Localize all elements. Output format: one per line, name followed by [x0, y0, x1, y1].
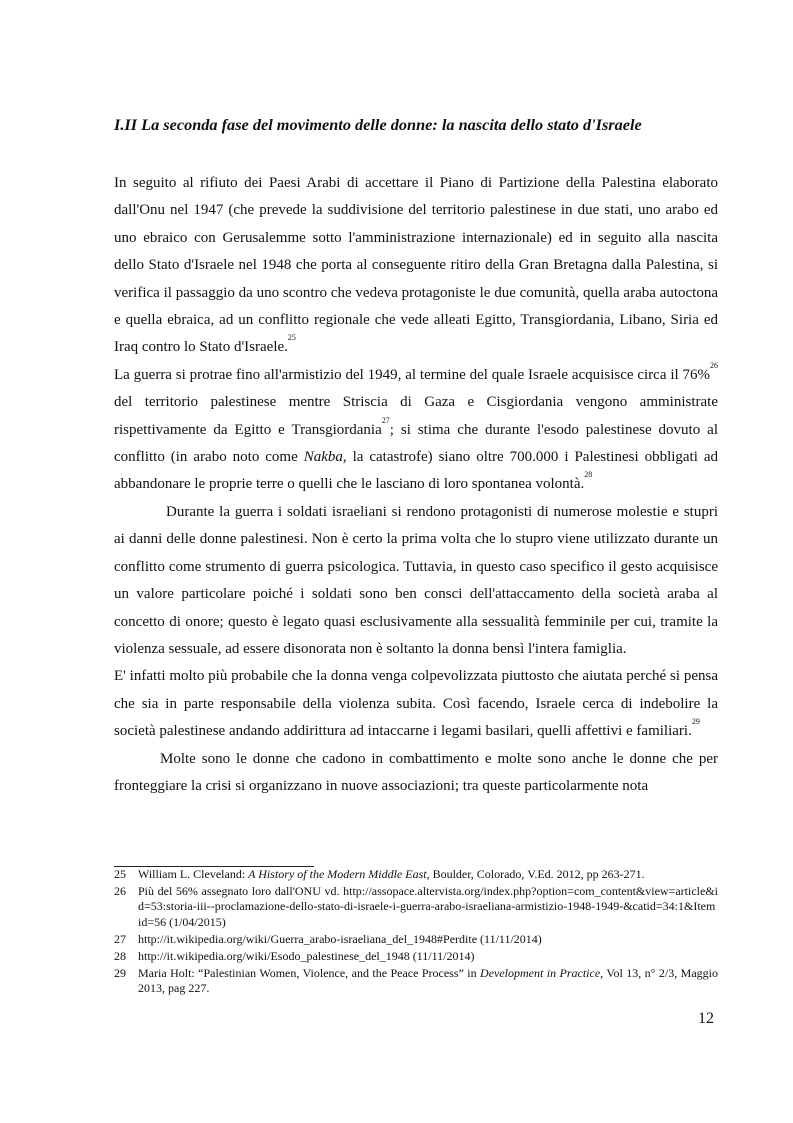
body-text — [114, 170, 718, 800]
footnote-28: 28 http://it.wikipedia.org/wiki/Esodo_palestinese_del_1948 (11/11/2014) — [114, 949, 718, 964]
footnote-26: 26 Più del 56% assegnato loro dall'ONU vd. http://assopace.altervista.org/index.php?option=com_content&view=article&id=53:storia-iii--proclamazione-dello-stato-di-israele-i-guerra-arabo-israeliana-armistizio-1948-1949-&catid=34:1&Itemid=56 (1/04/2015) — [114, 884, 718, 929]
paragraph-5: Molte sono le donne che cadono in combattimento e molte sono anche le donne che per fronteggiare la crisi si organizzano in nuove associazioni; tra queste particolarmente nota — [114, 750, 718, 794]
italic-term: Nakba — [303, 449, 343, 466]
footnote-link[interactable]: http://it.wikipedia.org/wiki/Esodo_palestinese_del_1948 (11/11/2014) — [138, 949, 475, 964]
footnote-link[interactable]: http://it.wikipedia.org/wiki/Guerra_arabo-israeliana_del_1948#Perdite (11/11/2014) — [138, 931, 542, 946]
footnote-link[interactable]: Più del 56% assegnato loro dall'ONU vd. http://assopace.altervista.org/index.php?option=com_content&view=article&id=53:storia-iii--proclamazione-dello-stato-di-israele-i-guerra-arabo-israeliana-armistizio-1948-1949-&catid=34:1&Itemid=56 (1/04/2015) — [138, 884, 718, 929]
footnote-27: 27 http://it.wikipedia.org/wiki/Guerra_arabo-israeliana_del_1948#Perdite (11/11/2014) — [114, 932, 718, 947]
section-heading: I.II La seconda fase del movimento delle donne: la nascita dello stato d'Israele — [114, 115, 642, 134]
paragraph-3: Durante la guerra i soldati israeliani si rendono protagonisti di numerose molestie e stupri ai danni delle donne palestinesi. Non è certo la prima volta che lo stupro viene utilizzato durante un conflitto come strumento di guerra psicologica. Tuttavia, in questo caso specifico il gesto acquisisce un valore particolare poiché i soldati sono ben consci dell'attaccamento della società araba al concetto di onore; questo è legato quasi esclusivamente alla sessualità femminile per cui, tramite la violenza sessuale, ad essere disonorata non è soltanto la donna bensì l'intera famiglia. — [114, 503, 718, 657]
footnote-ref-25[interactable]: 25 — [287, 333, 296, 343]
footnote-25: 25 William L. Cleveland: A History of the Modern Middle East, Boulder, Colorado, V.Ed. 2012, pp 263-271. — [114, 867, 645, 881]
paragraph-2: La guerra si protrae fino all'armistizio del 1949, al termine del quale Israele acquisisce circa il 76%$^{26}$ del territorio palestinese mentre Striscia di Gaza e Cisgiordania vengono amministrate rispettivamente da Egitto e Transgiordania$^{27}$; si stima che durante l'esodo palestinese dovuto al conflitto (in arabo noto come Nakba, la catastrofe) siano oltre 700.000 i Palestinesi obbligati ad abbandonare le proprie terre o quelli che le lasciano di loro spontanea volontà.$^{28}$ — [114, 360, 719, 493]
footnote-ref-29[interactable]: 29 — [691, 717, 700, 727]
footnote-ref-28[interactable]: 28 — [584, 470, 593, 480]
page-number: 12 — [698, 1010, 714, 1027]
footnote-ref-26[interactable]: 26 — [710, 360, 718, 370]
paragraph-4: E' infatti molto più probabile che la donna venga colpevolizzata piuttosto che aiutata perché si pensa che sia in parte responsabile della violenza subita. Così facendo, Israele cerca di indebolire la società palestinese andando addirittura ad intaccarne i legami basilari, quelli affettivi e familiari.$^{29}$ — [114, 668, 718, 740]
footnote-29: 29 Maria Holt: “Palestinian Women, Violence, and the Peace Process” in Development in Practice, Vol 13, n° 2/3, Maggio 2013, pag 227. — [114, 966, 718, 996]
footnote-ref-27[interactable]: 27 — [381, 415, 390, 425]
footnotes — [114, 867, 718, 999]
paragraph-1: In seguito al rifiuto dei Paesi Arabi di accettare il Piano di Partizione della Palestina elaborato dall'Onu nel 1947 (che prevede la suddivisione del territorio palestinese in due stati, uno arabo ed uno ebraico con Gerusalemme sotto l'amministrazione internazionale) ed in seguito alla nascita dello Stato d'Israele nel 1948 che porta al conseguente ritiro della Gran Bretagna dalla Palestina, si verifica il passaggio da uno scontro che vedeva protagoniste le due comunità, quella araba autoctona e quella ebraica, ad un conflitto regionale che vede alleati Egitto, Transgiordania, Libano, Siria ed Iraq contro lo Stato d'Israele.$^{25}$ — [114, 175, 718, 356]
